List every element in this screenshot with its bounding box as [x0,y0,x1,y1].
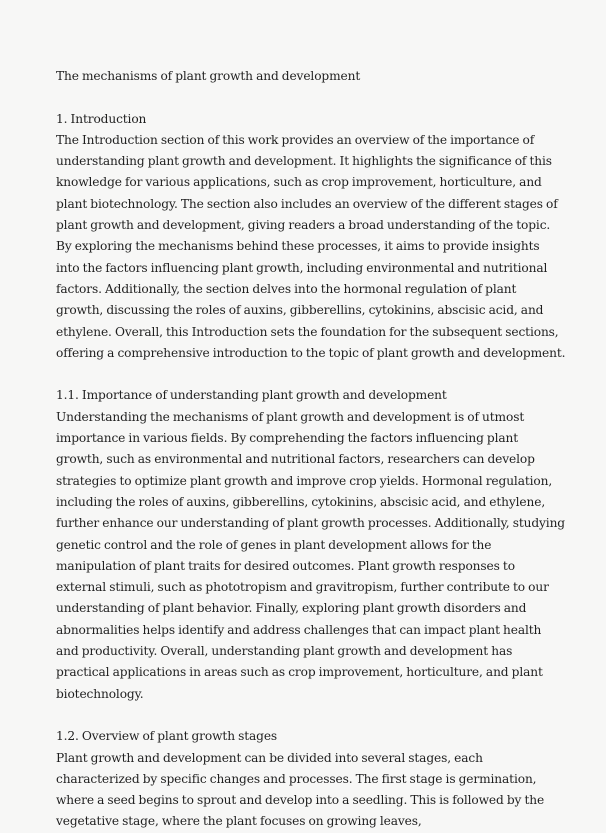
section-body: The Introduction section of this work provides an overview of the importance of understanding plant growth and development. It highlights the significance of this knowledge for various applications, such as crop improvement, horticulture, and plant biotechnology. The section also includes an overview of the different stages of plant growth and development, giving readers a broad understanding of the topic. By exploring the mechanisms behind these processes, it aims to provide insights into the factors influencing plant growth, including environmental and nutritional factors. Additionally, the section delves into the hormonal regulation of plant growth, discussing the roles of auxins, gibberellins, cytokinins, abscisic acid, and ethylene. Overall, this Introduction sets the foundation for the subsequent sections, offering a comprehensive introduction to the topic of plant growth and development. [56,132,566,360]
section-heading: 1.2. Overview of plant growth stages [56,729,278,744]
section-body: Plant growth and development can be divided into several stages, each characterized by specific changes and processes. The first stage is germination, where a seed begins to sprout and develop into a seedling. This is followed by the vegetative stage, where the plant focuses on growing leaves, [56,750,545,829]
section-overview-stages [56,726,566,832]
section-importance [56,385,566,704]
document-title: The mechanisms of plant growth and development [56,69,361,83]
section-heading: 1.1. Importance of understanding plant growth and development [56,388,447,403]
section-heading: 1. Introduction [56,111,147,126]
section-introduction [56,109,566,365]
section-body: Understanding the mechanisms of plant growth and development is of utmost importance in various fields. By comprehending the factors influencing plant growth, such as environmental and nutritional factors, researchers can develop strategies to optimize plant growth and improve crop yields. Hormonal regulation, including the roles of auxins, gibberellins, cytokinins, abscisic acid, and ethylene, further enhance our understanding of plant growth processes. Additionally, studying genetic control and the role of genes in plant development allows for the manipulation of plant traits for desired outcomes. Plant growth responses to external stimuli, such as phototropism and gravitropism, further contribute to our understanding of plant behavior. Finally, exploring plant growth disorders and abnormalities helps identify and address challenges that can impact plant health and productivity. Overall, understanding plant growth and development has practical applications in areas such as crop improvement, horticulture, and plant biotechnology. [56,409,565,701]
